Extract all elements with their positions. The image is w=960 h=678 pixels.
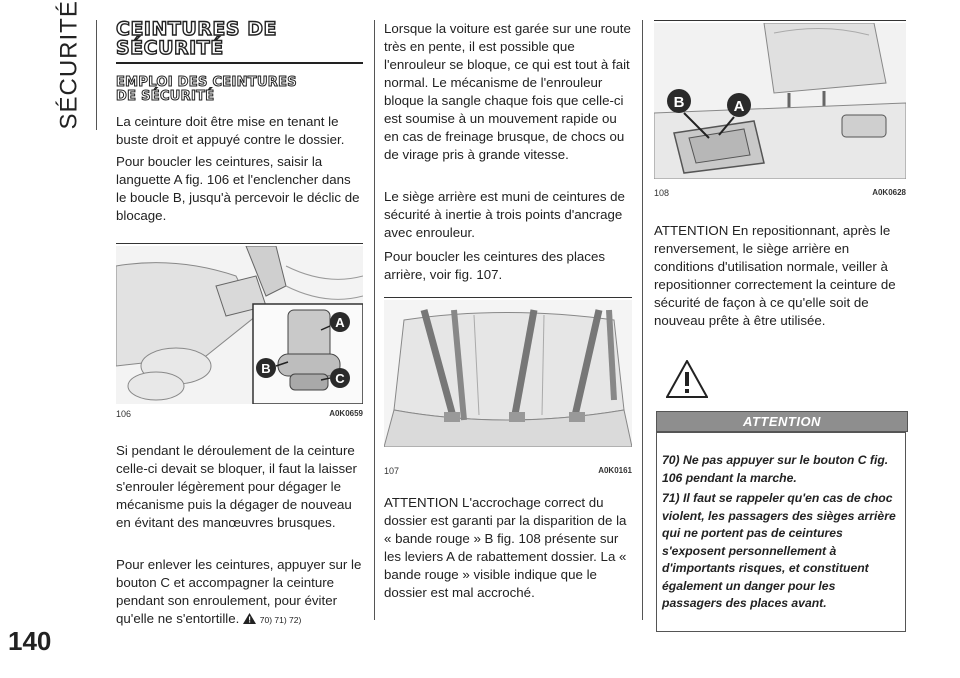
paragraph: Pour enlever les ceintures, appuyer sur le bouton C et accompagner la ceinture pendant son enroulement, pour éviter qu'elle ne s'entortille. 70) 71) 72) bbox=[116, 557, 362, 626]
figure-108-illustration bbox=[654, 23, 906, 179]
figure-top-rule bbox=[384, 297, 632, 298]
attention-item: 70) Ne pas appuyer sur le bouton C fig. 106 pendant la marche. bbox=[662, 453, 889, 485]
figure-code: A0K0161 bbox=[598, 466, 632, 475]
figure-code: A0K0628 bbox=[872, 188, 906, 197]
figure-top-rule bbox=[116, 243, 363, 244]
page-number: 140 bbox=[8, 626, 52, 656]
attention-item: 71) Il faut se rappeler qu'en cas de choc violent, les passagers des sièges arrière qui ne portent pas de ceintures s'exposent personnellement à d'importants risques, et constituent également un danger pour les passagers des places avant. bbox=[662, 491, 896, 610]
figure-108-caption bbox=[654, 188, 906, 198]
paragraph: Pour boucler les ceintures des places arrière, voir fig. 107. bbox=[384, 249, 605, 282]
column-divider bbox=[642, 20, 643, 620]
paragraph: Pour boucler les ceintures, saisir la languette A fig. 106 et l'enclencher dans le boucle B, jusqu'à percevoir le déclic de blocage. bbox=[116, 154, 360, 223]
figure-label-a: A bbox=[733, 98, 745, 115]
figure-top-rule bbox=[654, 20, 906, 21]
warning-icon bbox=[666, 360, 708, 398]
column-divider bbox=[374, 20, 375, 620]
figure-107-caption bbox=[384, 466, 632, 476]
paragraph: ATTENTION En repositionnant, après le renversement, le siège arrière en conditions d'utilisation normale, veiller à repositionner correctement la ceinture de sécurité de façon à ce qu'elle soit de nouveau prête à être utilisée. bbox=[654, 223, 896, 328]
figure-number: 108 bbox=[654, 188, 670, 198]
figure-label-a: A bbox=[335, 315, 345, 330]
paragraph: ATTENTION L'accrochage correct du dossier est garanti par la disparition de la « bande rouge » B fig. 108 présente sur les leviers A de rabattement dossier. La « bande rouge » visible indique que le dossier est mal accroché. bbox=[384, 495, 627, 600]
paragraph: Lorsque la voiture est garée sur une route très en pente, il est possible que l'enrouleur se bloque, ce qui est tout à fait normal. Le mécanisme de l'enrouleur bloque la sangle chaque fois que celle-ci est soumise à un mouvement rapide ou en cas de freinage brusque, de chocs ou de virage pris à grande vitesse. bbox=[384, 21, 631, 162]
section-side-label: SÉCURITÉ bbox=[55, 0, 83, 130]
figure-code: A0K0659 bbox=[329, 409, 363, 418]
title-rule bbox=[116, 62, 363, 64]
figure-number: 107 bbox=[384, 466, 400, 476]
page-title: CEINTURES DE SÉCURITÉ bbox=[116, 18, 277, 59]
attention-heading: ATTENTION bbox=[656, 411, 908, 432]
section-subtitle: EMPLOI DES CEINTURES DE SÉCURITÉ bbox=[116, 75, 297, 104]
warning-icon bbox=[243, 613, 256, 624]
note-references: 70) 71) 72) bbox=[259, 615, 302, 625]
figure-106-illustration bbox=[116, 246, 363, 404]
figure-label-b: B bbox=[261, 361, 271, 376]
figure-number: 106 bbox=[116, 409, 132, 419]
side-divider bbox=[96, 20, 97, 130]
figure-106-caption bbox=[116, 409, 363, 419]
figure-label-c: C bbox=[335, 371, 345, 386]
paragraph: La ceinture doit être mise en tenant le buste droit et appuyé contre le dossier. bbox=[116, 114, 345, 147]
paragraph: Le siège arrière est muni de ceintures de sécurité à inertie à trois points d'ancrage avec enrouleur. bbox=[384, 189, 625, 240]
figure-107-illustration bbox=[384, 300, 632, 447]
figure-label-b: B bbox=[673, 94, 685, 111]
paragraph: Si pendant le déroulement de la ceinture celle-ci devait se bloquer, il faut la laisser s'enrouler légèrement pour dégager le mécanisme puis la dégager de nouveau en évitant des manœuvres brusques. bbox=[116, 443, 357, 530]
